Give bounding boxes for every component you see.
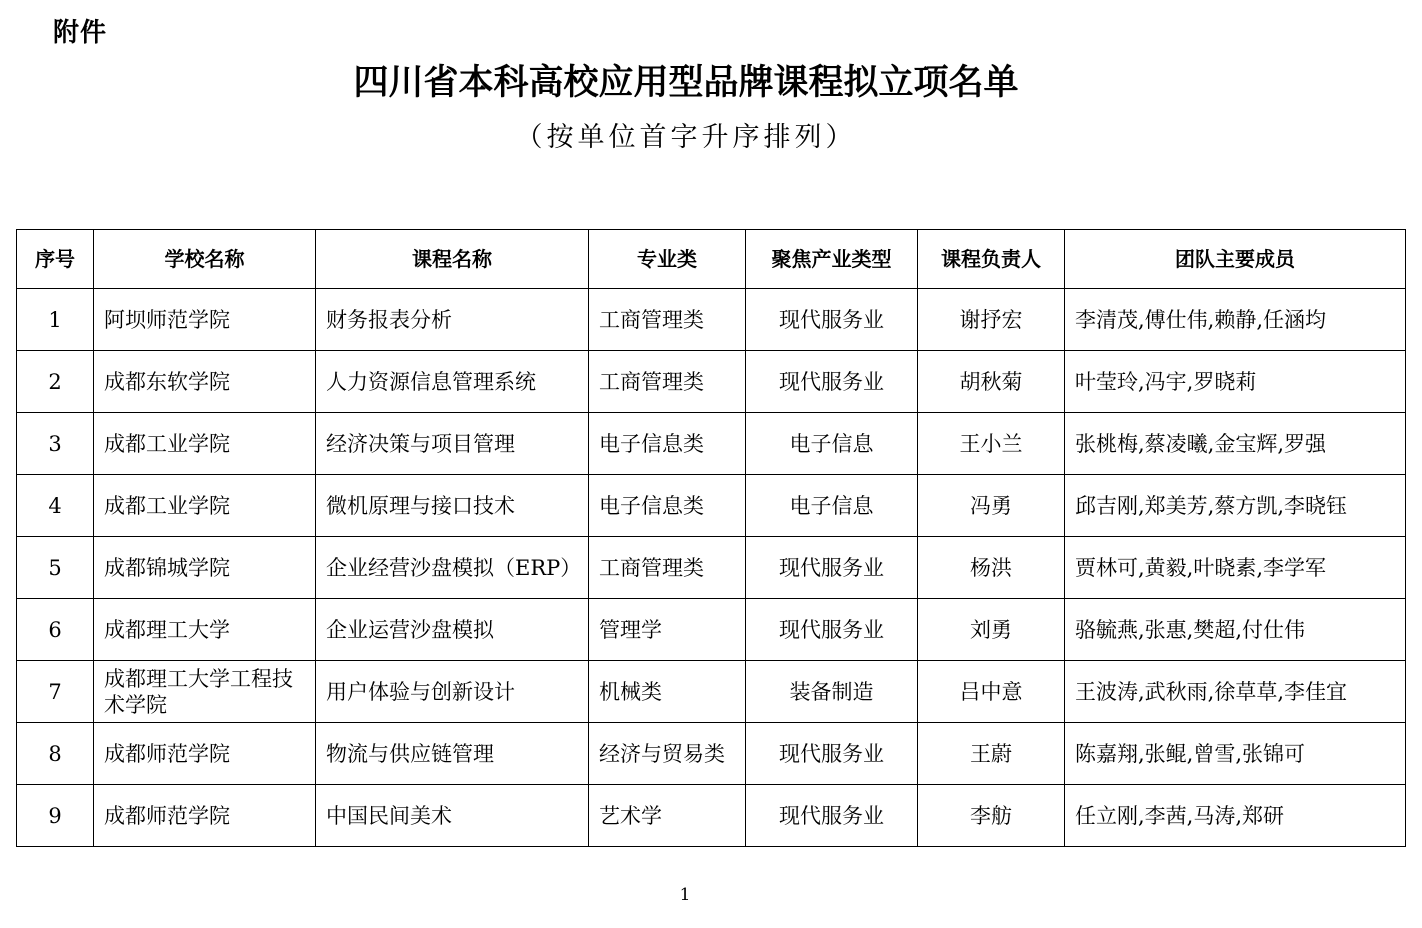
cell-school: 成都理工大学 <box>94 599 316 661</box>
cell-school: 成都师范学院 <box>94 723 316 785</box>
table-row <box>17 351 1406 413</box>
cell-index: 5 <box>17 537 94 599</box>
cell-leader: 李舫 <box>918 785 1065 847</box>
cell-school: 成都理工大学工程技术学院 <box>94 661 316 723</box>
cell-course: 物流与供应链管理 <box>316 723 589 785</box>
header-members: 团队主要成员 <box>1065 230 1406 289</box>
cell-course: 经济决策与项目管理 <box>316 413 589 475</box>
cell-members: 王波涛,武秋雨,徐草草,李佳宜 <box>1065 661 1406 723</box>
cell-major: 工商管理类 <box>589 289 746 351</box>
cell-course: 人力资源信息管理系统 <box>316 351 589 413</box>
cell-members: 邱吉刚,郑美芳,蔡方凯,李晓钰 <box>1065 475 1406 537</box>
cell-major: 管理学 <box>589 599 746 661</box>
header-school: 学校名称 <box>94 230 316 289</box>
cell-industry: 现代服务业 <box>746 785 918 847</box>
cell-major: 经济与贸易类 <box>589 723 746 785</box>
cell-school: 成都工业学院 <box>94 475 316 537</box>
cell-industry: 现代服务业 <box>746 351 918 413</box>
table-row <box>17 537 1406 599</box>
cell-industry: 电子信息 <box>746 475 918 537</box>
cell-course: 用户体验与创新设计 <box>316 661 589 723</box>
cell-members: 任立刚,李茜,马涛,郑研 <box>1065 785 1406 847</box>
table-row <box>17 599 1406 661</box>
cell-school: 成都工业学院 <box>94 413 316 475</box>
cell-members: 陈嘉翔,张鲲,曾雪,张锦可 <box>1065 723 1406 785</box>
cell-major: 工商管理类 <box>589 351 746 413</box>
cell-index: 7 <box>17 661 94 723</box>
cell-index: 9 <box>17 785 94 847</box>
cell-course: 企业运营沙盘模拟 <box>316 599 589 661</box>
table-row <box>17 723 1406 785</box>
cell-members: 骆毓燕,张惠,樊超,付仕伟 <box>1065 599 1406 661</box>
header-major: 专业类 <box>589 230 746 289</box>
table-row <box>17 785 1406 847</box>
cell-leader: 吕中意 <box>918 661 1065 723</box>
attachment-label: 附件 <box>53 18 108 48</box>
page-number: 1 <box>679 885 691 905</box>
cell-major: 电子信息类 <box>589 475 746 537</box>
document-subtitle: （按单位首字升序排列） <box>515 122 857 153</box>
table-row <box>17 661 1406 723</box>
cell-members: 叶莹玲,冯宇,罗晓莉 <box>1065 351 1406 413</box>
cell-industry: 现代服务业 <box>746 537 918 599</box>
document-title: 四川省本科高校应用型品牌课程拟立项名单 <box>353 62 1019 103</box>
cell-course: 财务报表分析 <box>316 289 589 351</box>
table-row <box>17 289 1406 351</box>
cell-leader: 胡秋菊 <box>918 351 1065 413</box>
cell-index: 1 <box>17 289 94 351</box>
cell-school: 成都锦城学院 <box>94 537 316 599</box>
cell-index: 8 <box>17 723 94 785</box>
cell-index: 4 <box>17 475 94 537</box>
cell-leader: 谢抒宏 <box>918 289 1065 351</box>
cell-industry: 装备制造 <box>746 661 918 723</box>
cell-industry: 现代服务业 <box>746 289 918 351</box>
cell-leader: 王蔚 <box>918 723 1065 785</box>
cell-major: 工商管理类 <box>589 537 746 599</box>
cell-course: 中国民间美术 <box>316 785 589 847</box>
cell-members: 张桃梅,蔡凌曦,金宝辉,罗强 <box>1065 413 1406 475</box>
cell-index: 3 <box>17 413 94 475</box>
header-leader: 课程负责人 <box>918 230 1065 289</box>
cell-industry: 现代服务业 <box>746 599 918 661</box>
cell-school: 成都师范学院 <box>94 785 316 847</box>
cell-leader: 刘勇 <box>918 599 1065 661</box>
cell-course: 企业经营沙盘模拟（ERP） <box>316 537 589 599</box>
cell-leader: 冯勇 <box>918 475 1065 537</box>
cell-school: 成都东软学院 <box>94 351 316 413</box>
cell-index: 2 <box>17 351 94 413</box>
course-list-table <box>16 229 1406 847</box>
cell-major: 机械类 <box>589 661 746 723</box>
cell-leader: 杨洪 <box>918 537 1065 599</box>
table-row <box>17 413 1406 475</box>
cell-major: 艺术学 <box>589 785 746 847</box>
table-header-row <box>17 230 1406 289</box>
cell-members: 贾林可,黄毅,叶晓素,李学军 <box>1065 537 1406 599</box>
cell-members: 李清茂,傅仕伟,赖静,任涵均 <box>1065 289 1406 351</box>
header-course: 课程名称 <box>316 230 589 289</box>
cell-industry: 现代服务业 <box>746 723 918 785</box>
cell-course: 微机原理与接口技术 <box>316 475 589 537</box>
table-row <box>17 475 1406 537</box>
cell-school: 阿坝师范学院 <box>94 289 316 351</box>
cell-leader: 王小兰 <box>918 413 1065 475</box>
header-industry: 聚焦产业类型 <box>746 230 918 289</box>
cell-industry: 电子信息 <box>746 413 918 475</box>
cell-index: 6 <box>17 599 94 661</box>
header-index: 序号 <box>17 230 94 289</box>
cell-major: 电子信息类 <box>589 413 746 475</box>
